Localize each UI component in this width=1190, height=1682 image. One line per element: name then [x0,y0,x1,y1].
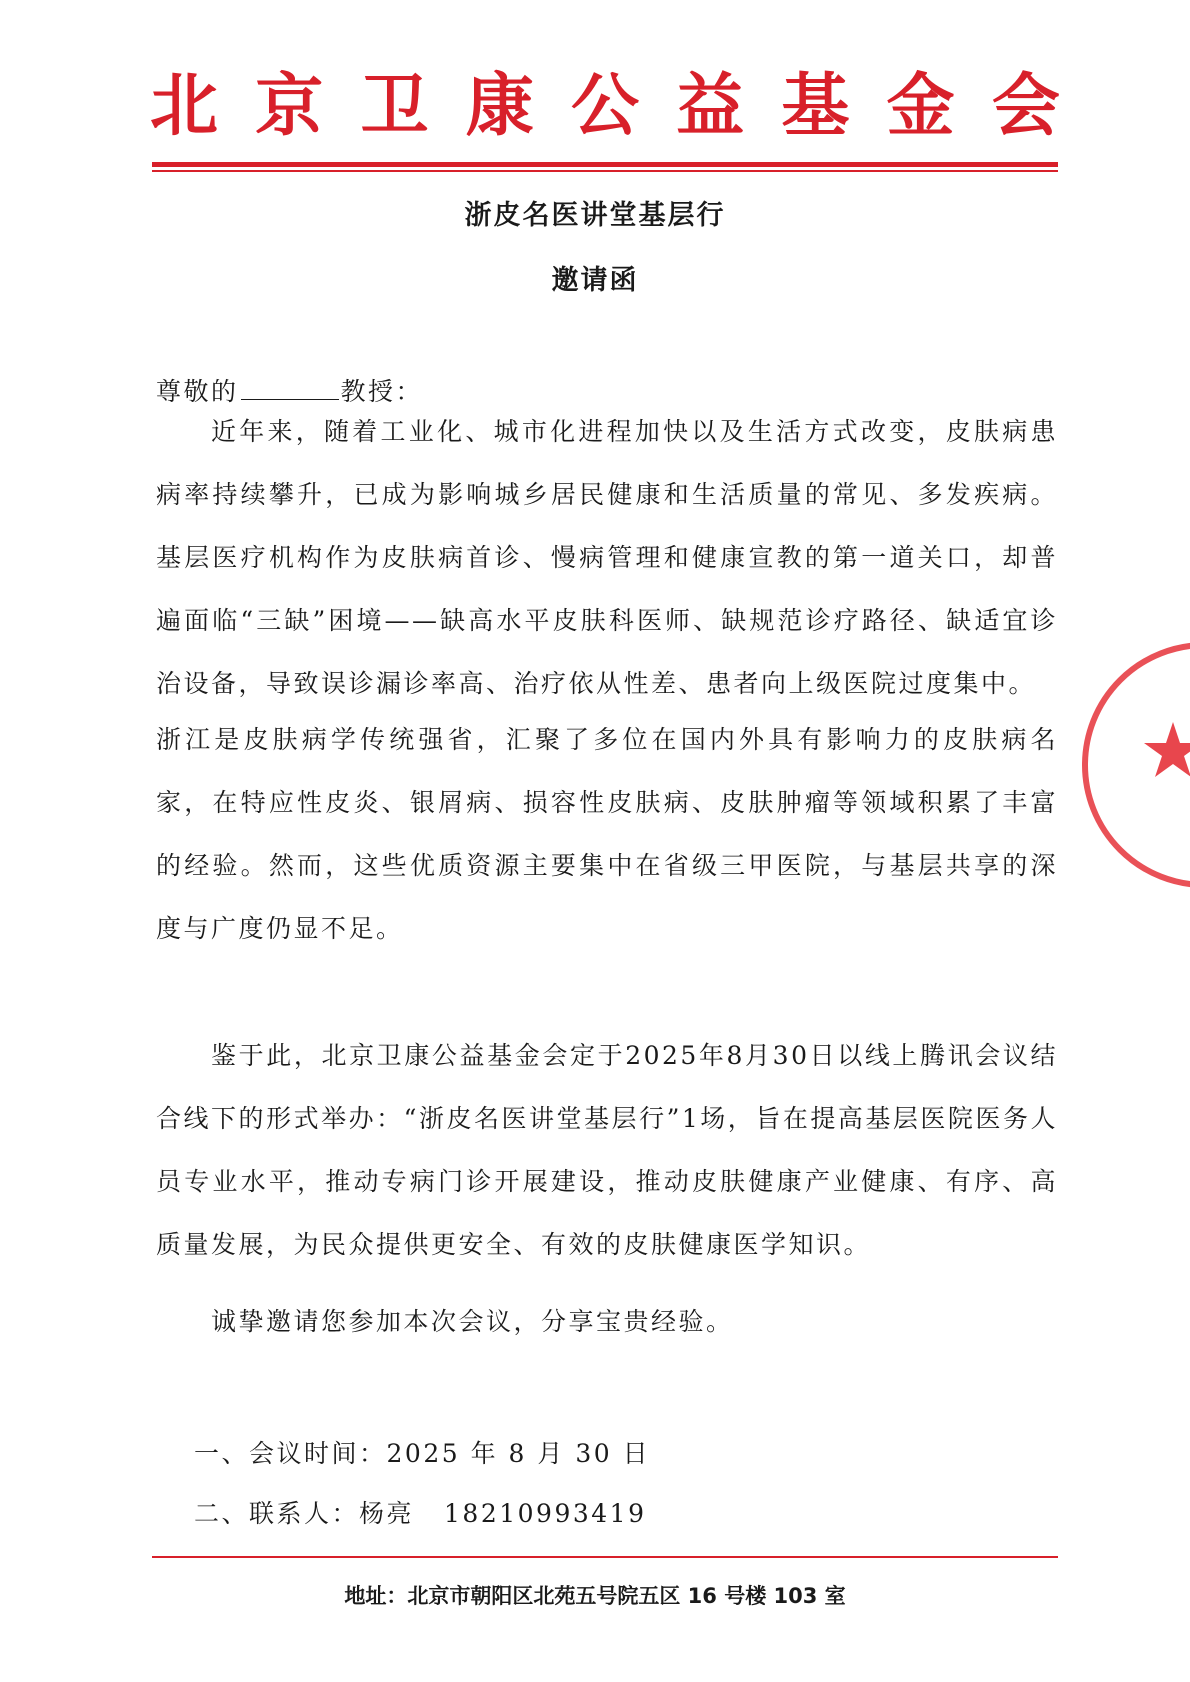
body-paragraph-2-block [156,708,1058,960]
official-seal [1055,630,1190,900]
salutation-prefix: 尊敬的 [156,377,239,406]
document-subtitle: 邀请函 [551,265,639,296]
letterhead-char: 京 [255,66,324,146]
seal-icon [1055,630,1190,900]
body-paragraph: 鉴于此，北京卫康公益基金会定于2025年8月30日以线上腾讯会议结合线下的形式举办：“浙皮名医讲堂基层行”1场，旨在提高基层医院医务人员专业水平，推动专病门诊开展建设，推动皮肤健康产业健康、有序、高质量发展，为民众提供更安全、有效的皮肤健康医学知识。 [156,1041,1058,1259]
contact-phone: 18210993419 [444,1499,647,1528]
footer-rule [152,1556,1058,1558]
body-paragraph: 近年来，随着工业化、城市化进程加快以及生活方式改变，皮肤病患病率持续攀升，已成为影响城乡居民健康和生活质量的常见、多发疾病。基层医疗机构作为皮肤病首诊、慢病管理和健康宣教的第一道关口，却普遍面临“三缺”困境——缺高水平皮肤科医师、缺规范诊疗路径、缺适宜诊治设备，导致误诊漏诊率高、治疗依从性差、患者向上级医院过度集中。 [156,417,1058,698]
letterhead-char: 卫 [360,66,429,146]
letterhead-char: 康 [465,66,534,146]
letterhead-rule-thin [152,170,1058,172]
name-blank-line [241,377,339,400]
contact-name: 杨亮 [359,1499,415,1528]
salutation-suffix: 教授： [340,377,424,406]
letterhead-rule-thick [152,162,1058,167]
letterhead [150,66,1060,146]
meeting-time-value: 2025 年 8 月 30 日 [386,1439,651,1468]
letterhead-char: 基 [781,66,850,146]
letterhead-char: 会 [991,66,1060,146]
body-paragraph: 浙江是皮肤病学传统强省，汇聚了多位在国内外具有影响力的皮肤病名家，在特应性皮炎、银屑病、损容性皮肤病、皮肤肿瘤等领域积累了丰富的经验。然而，这些优质资源主要集中在省级三甲医院，与基层共享的深度与广度仍显不足。 [156,725,1058,943]
document-title: 浙皮名医讲堂基层行 [464,200,726,231]
body-paragraph: 诚挚邀请您参加本次会议，分享宝贵经验。 [211,1307,734,1336]
letterhead-char: 益 [676,66,745,146]
letterhead-char: 公 [570,66,639,146]
body-paragraph-1-block [156,400,1058,715]
letterhead-char: 金 [886,66,955,146]
meeting-time [194,1434,650,1470]
contact-person [194,1494,647,1530]
letterhead-char: 北 [150,66,219,146]
footer-address: 地址：北京市朝阳区北苑五号院五区 16 号楼 103 室 [344,1584,846,1608]
body-paragraph-4-block [156,1290,1058,1353]
body-paragraph-3-block [156,1024,1058,1276]
contact-label: 二、联系人： [194,1499,360,1528]
meeting-time-label: 一、会议时间： [194,1439,387,1468]
